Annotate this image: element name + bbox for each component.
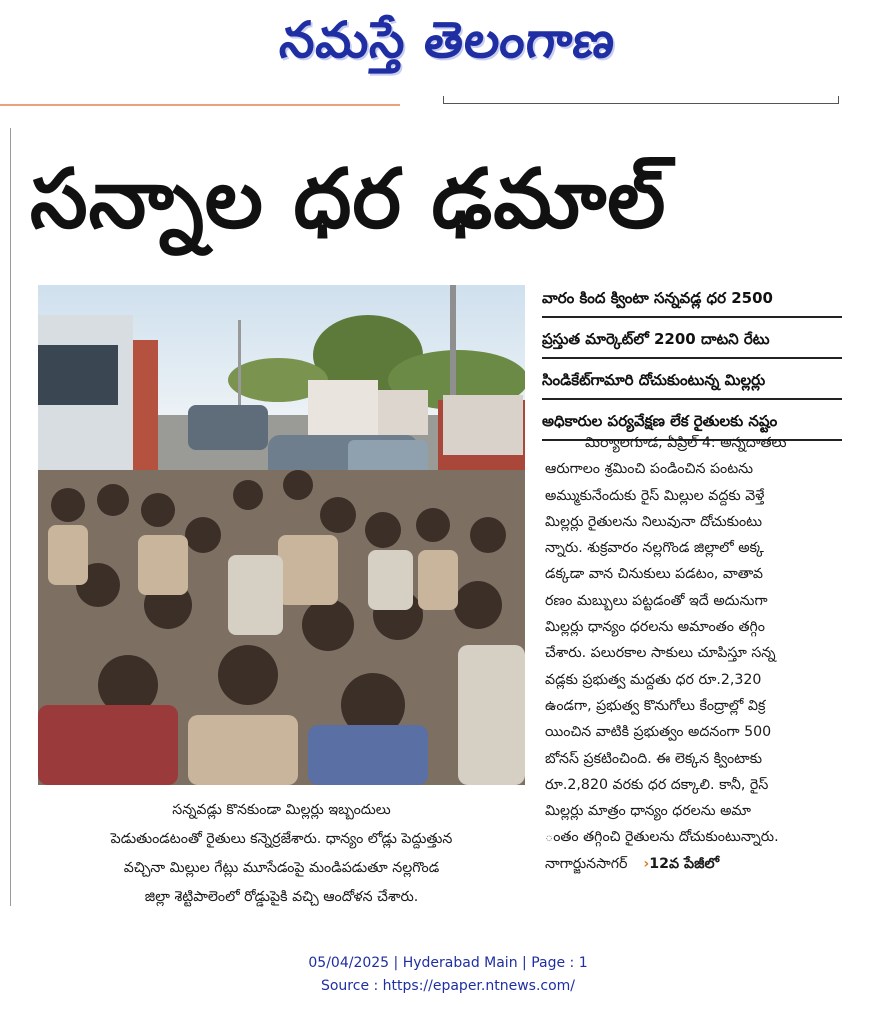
masthead-title: నమస్తే తెలంగాణ	[277, 10, 619, 69]
footer-source[interactable]: Source : https://epaper.ntnews.com/	[320, 978, 576, 994]
body-line-last	[545, 851, 843, 877]
headline: సన్నాల ధర ఢమాల్	[30, 152, 667, 247]
body-line: చేశారు. పలురకాల సాకులు చూపిస్తూ సన్న	[545, 645, 776, 662]
body-line: మిల్లర్లు మాత్రం ధాన్యం ధరలను అమా	[545, 803, 751, 820]
article-body	[545, 430, 843, 877]
body-line: రూ.2,820 వరకు ధర దక్కాలి. కానీ, రైస్	[545, 776, 769, 793]
body-line: రణం మబ్బులు పట్టడంతో ఇదే అదునుగా	[545, 592, 768, 609]
caption-line: వచ్చినా మిల్లుల గేట్లు మూసేడంపై మండిపడుతూ నల్లగొండ	[123, 860, 440, 876]
body-line: మిర్యాలగూడ, ఏప్రిల్ 4: అన్నదాతలు	[585, 435, 787, 451]
sub-headlines	[542, 283, 842, 447]
caption-line: జిల్లా శెట్టిపాలెంలో రోడ్డుపైకి వచ్చి ఆందోళన చేశారు.	[144, 889, 419, 905]
body-line: అమ్ముకునేందుకు రైస్ మిల్లుల వద్దకు వెళ్తే	[545, 487, 765, 504]
masthead-rule-cap	[838, 96, 839, 104]
footer-edition: 05/04/2025 | Hyderabad Main | Page : 1	[308, 955, 588, 971]
continued-label: 12వ పేజీలో	[649, 855, 720, 872]
body-line: మిల్లర్లు రైతులను నిలువునా దోచుకుంటు	[545, 513, 763, 530]
masthead-rule-left	[0, 104, 400, 106]
body-line: ఉండగా, ప్రభుత్వ కొనుగోలు కేంద్రాల్లో విక్ర	[545, 697, 766, 714]
page-border-line	[10, 128, 11, 906]
body-line: న్నారు. శుక్రవారం నల్లగొండ జిల్లాలో అక్క	[545, 540, 764, 557]
body-line: వడ్లకు ప్రభుత్వ మద్దతు ధర రూ.2,320	[545, 671, 762, 688]
protest-photo-illustration	[38, 285, 525, 785]
sub-headline: ప్రస్తుత మార్కెట్‌లో 2200 దాటని రేటు	[542, 324, 842, 359]
continued-link[interactable]	[643, 851, 719, 877]
sub-headline: సిండికేట్‌గామారి దోచుకుంటున్న మిల్లర్లు	[542, 365, 842, 400]
sub-headline: అధికారుల పర్యవేక్షణ లేక రైతులకు నష్టం	[542, 406, 842, 441]
chevron-right-icon: ›	[643, 855, 650, 872]
sub-headline: వారం కింద క్వింటా సన్నవడ్ల ధర 2500	[542, 283, 842, 318]
masthead	[0, 6, 896, 76]
news-photo	[38, 285, 525, 785]
masthead-rule-right	[443, 103, 839, 104]
body-line: ఆరుగాలం శ్రమించి పండించిన పంటను	[545, 461, 754, 478]
body-line: మిల్లర్లు ధాన్యం ధరలను అమాంతం తగ్గిం	[545, 619, 765, 636]
photo-caption	[38, 796, 525, 912]
body-line: బోనస్ ప్రకటించింది. ఈ లెక్కన క్వింటాకు	[545, 750, 763, 767]
caption-line: సన్నవడ్లు కొనకుండా మిల్లర్లు ఇబ్బందులు	[172, 802, 391, 818]
body-line: డక్కడా వాన చినుకులు పడటం, వాతావ	[545, 566, 763, 583]
body-line-text: నాగార్జునసాగర్	[545, 855, 628, 872]
caption-line: పెడుతుండటంతో రైతులు కన్నెర్రజేశారు. ధాన్యం లోడ్లు పెద్దుత్తున	[110, 831, 453, 847]
body-line: యించిన వాటికి ప్రభుత్వం అదనంగా 500	[545, 724, 772, 741]
body-line: ంతం తగ్గించి రైతులను దోచుకుంటున్నారు.	[545, 829, 779, 846]
page-footer	[0, 952, 896, 998]
